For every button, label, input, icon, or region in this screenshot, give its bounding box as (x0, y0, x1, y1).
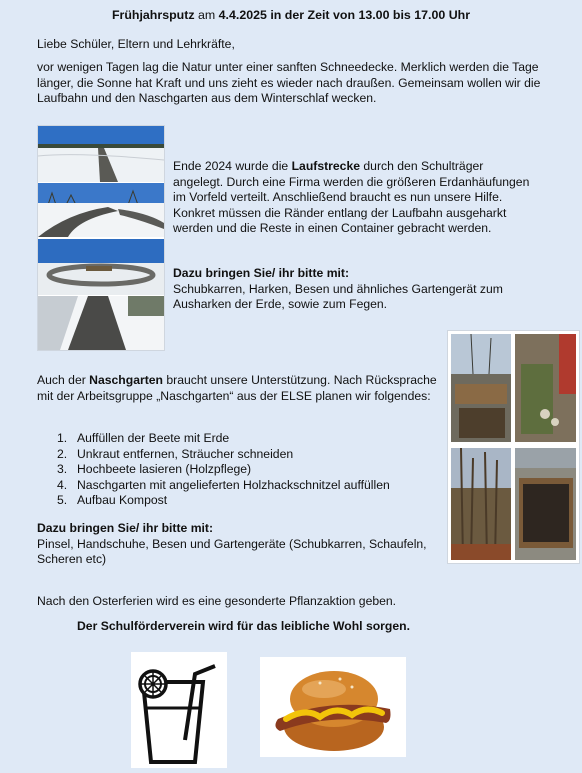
naschgarten-paragraph: Auch der Naschgarten braucht unsere Unterstützung. Nach Rücksprache mit der Arbeitsgruppe „Naschgarten“ aus der ELSE planen wir folgendes: (37, 373, 437, 403)
garden-photo-1 (451, 334, 511, 442)
laufstrecke-bring-text: Schubkarren, Harken, Besen und ähnliches Gartengerät zum Ausharken der Erde, sowie zum Fegen. (173, 281, 503, 311)
list-item: 4. Naschgarten mit angelieferten Holzhackschnitzel auffüllen (57, 477, 390, 492)
intro-paragraph: vor wenigen Tagen lag die Natur unter einer sanften Schneedecke. Merklich werden die Tage länger, die Sonne hat Kraft und uns zieht es wieder nach draußen. Gemeinsam wollen wir die Laufbahn und den Naschgarten aus dem Winterschlaf wecken. (37, 60, 541, 105)
garden-photo-4 (515, 448, 576, 560)
garden-photos (448, 331, 579, 563)
track-photo-2 (38, 183, 164, 237)
track-photos (38, 126, 164, 350)
hotdog-icon (260, 657, 406, 757)
page-title: Frühjahrsputz am 4.4.2025 in der Zeit von 13.00 bis 17.00 Uhr (111, 8, 471, 22)
track-photo-3 (38, 239, 164, 295)
drink-glass-icon (131, 652, 227, 768)
list-item: 1. Auffüllen der Beete mit Erde (57, 431, 230, 445)
greeting: Liebe Schüler, Eltern und Lehrkräfte, (37, 37, 235, 51)
laufstrecke-bring (173, 266, 543, 313)
naschgarten-label: Naschgarten (89, 373, 163, 387)
naschgarten-bring-heading: Dazu bringen Sie/ ihr bitte mit: (37, 521, 214, 535)
list-item: 5. Aufbau Kompost (57, 493, 168, 507)
list-item: 3. Hochbeete lasieren (Holzpflege) (57, 462, 252, 476)
track-photo-4 (38, 296, 164, 350)
naschgarten-plan-list (57, 431, 457, 509)
verpflegung-note: Der Schulförderverein wird für das leibliche Wohl sorgen. (77, 619, 410, 633)
garden-photo-3 (451, 448, 511, 560)
naschgarten-bring-text: Pinsel, Handschuhe, Besen und Gartengeräte (Schubkarren, Schaufeln, Scheren etc) (37, 536, 427, 566)
osterferien-note: Nach den Osterferien wird es eine gesonderte Pflanzaktion geben. (37, 594, 397, 608)
laufstrecke-paragraph: Ende 2024 wurde die Laufstrecke durch den Schulträger angelegt. Durch eine Firma werden die größeren Erdanhäufungen im Vorfeld verteilt. Anschließend braucht es nun unsere Hilfe. Konkret müssen die Ränder entlang der Laufbahn ausgeharkt werden und die Reste in einen Container gebracht werden. (173, 159, 530, 235)
laufstrecke-bring-heading: Dazu bringen Sie/ ihr bitte mit: (173, 266, 350, 280)
track-photo-1 (38, 126, 164, 182)
laufstrecke-label: Laufstrecke (291, 159, 361, 173)
garden-photo-grid (447, 330, 580, 564)
list-item: 2. Unkraut entfernen, Sträucher schneiden (57, 446, 294, 461)
garden-photo-2 (515, 334, 576, 442)
naschgarten-bring (37, 521, 437, 568)
track-photo-strip (37, 125, 165, 351)
